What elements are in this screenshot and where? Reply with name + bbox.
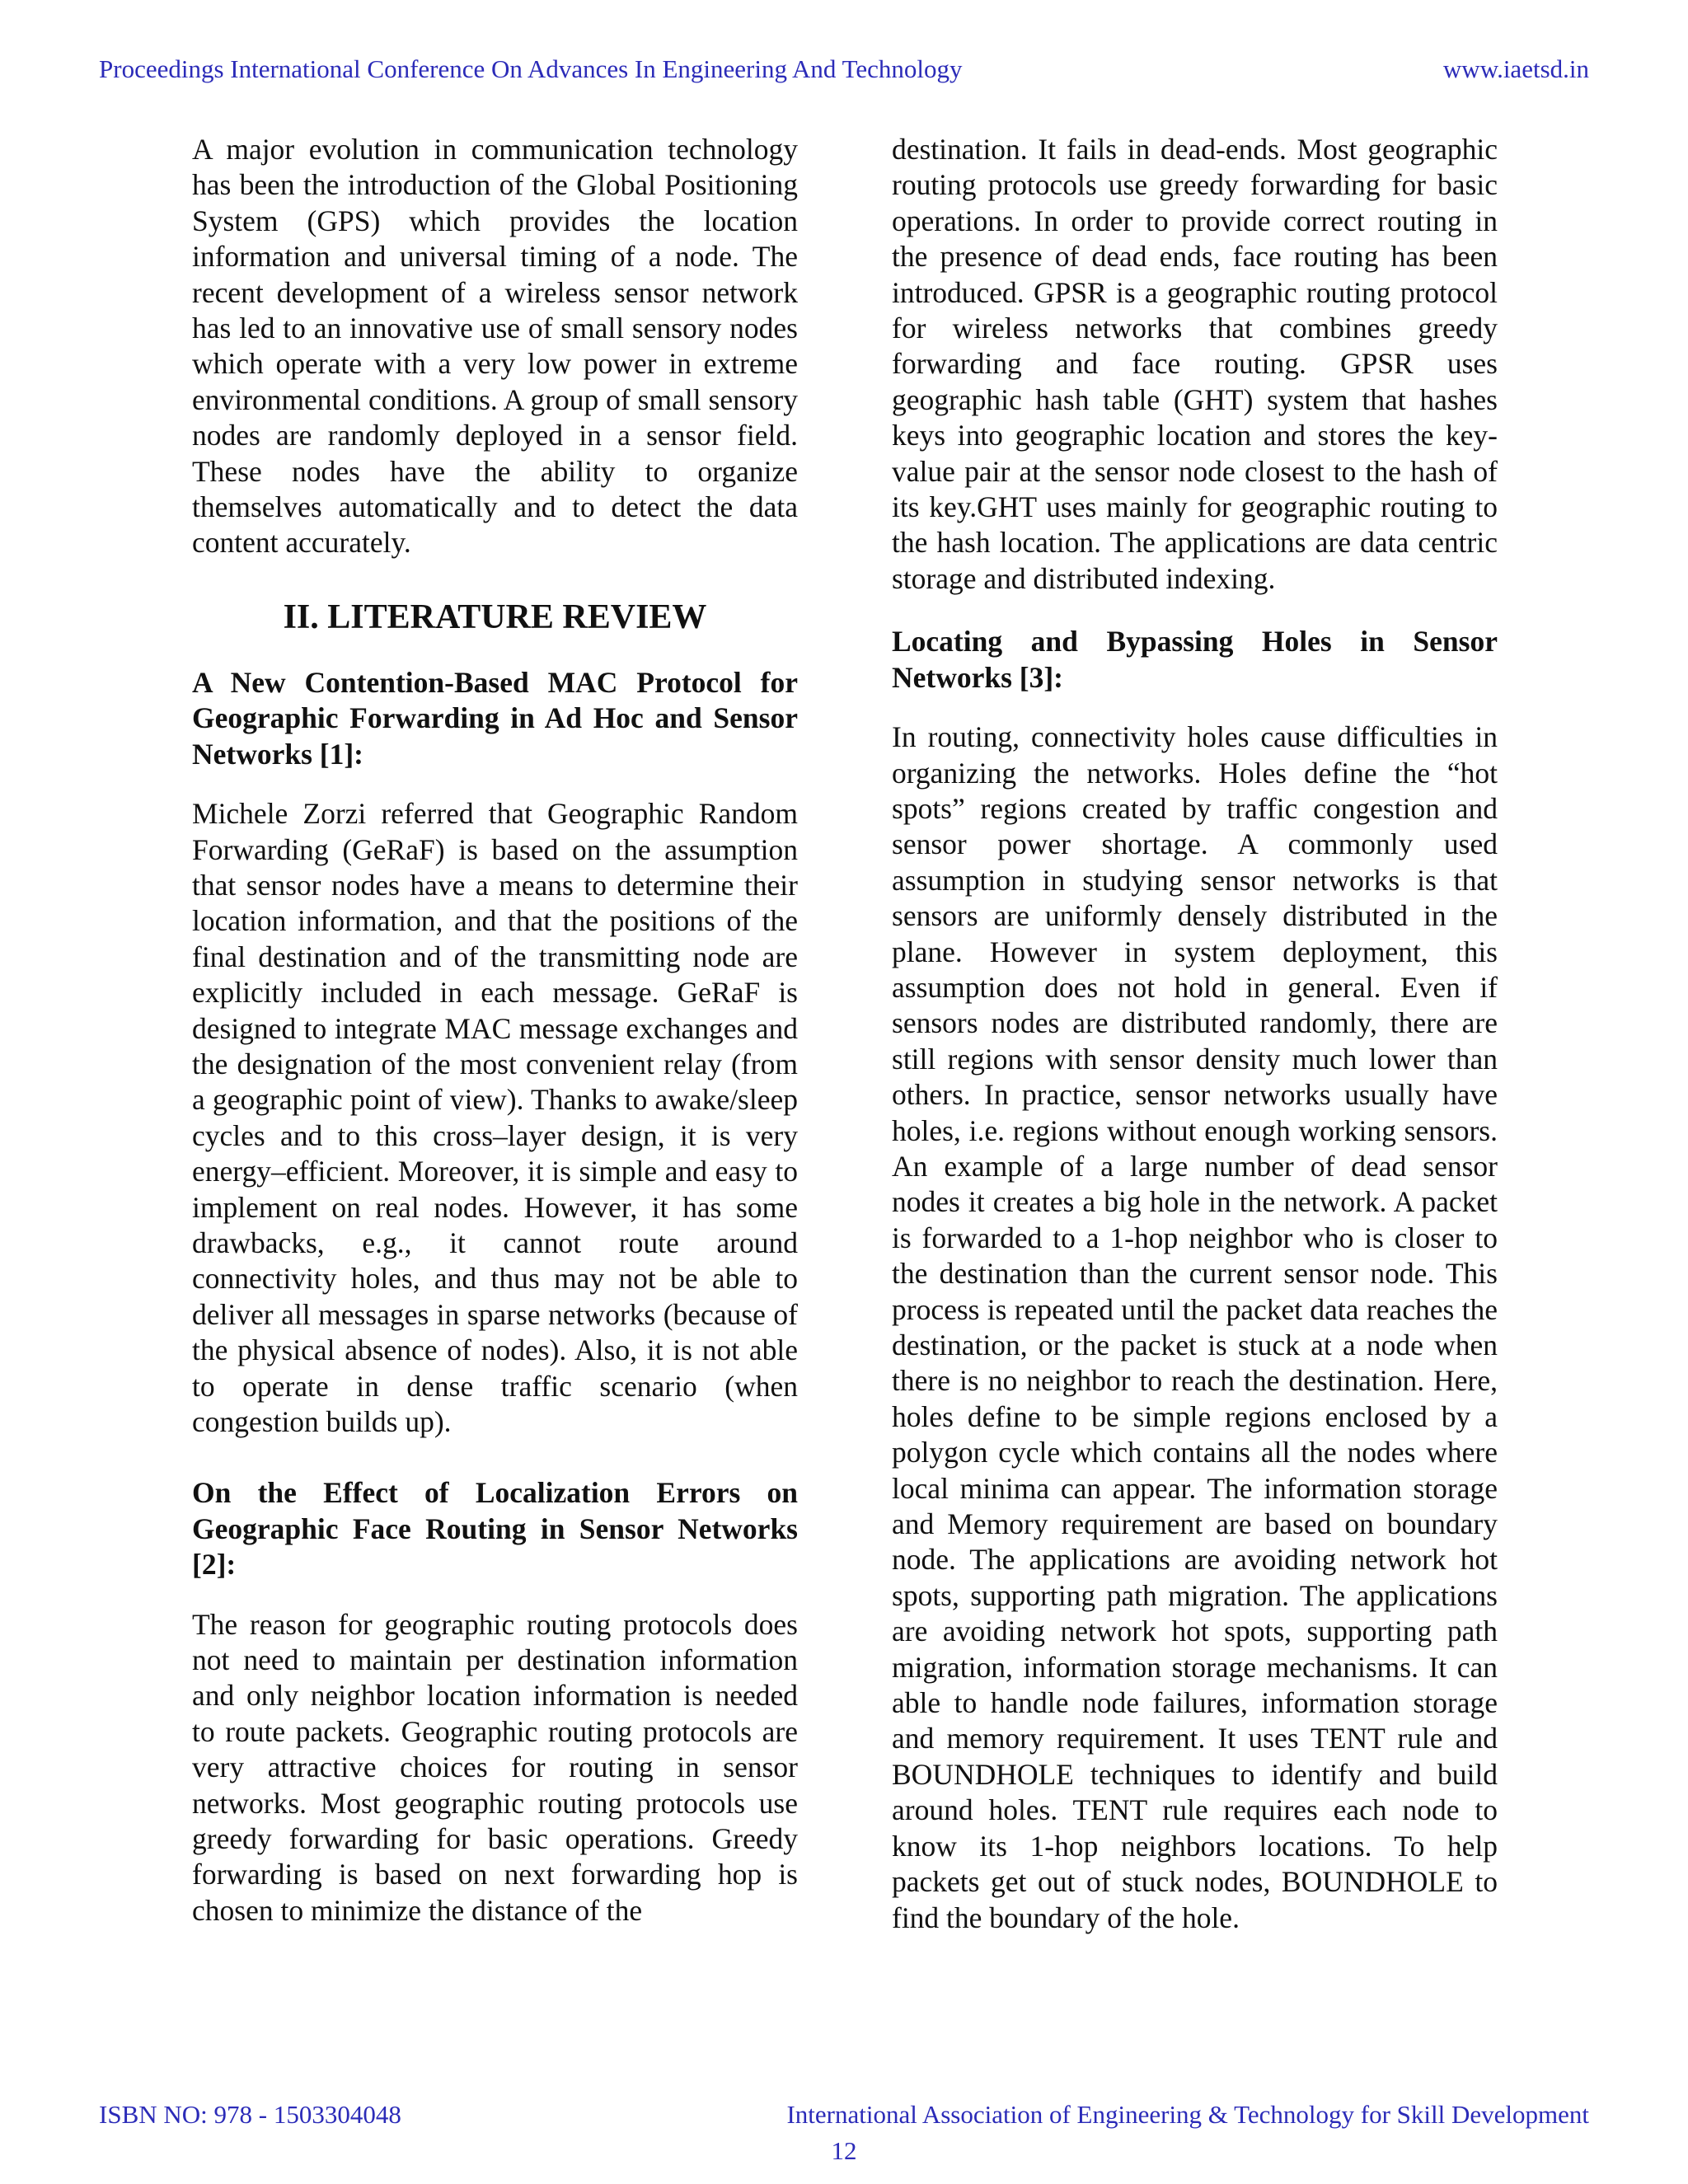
subheading-bypassing-holes: Locating and Bypassing Holes in Sensor Networks [3]: <box>892 625 1498 694</box>
page-number: 12 <box>831 2136 857 2165</box>
paragraph-geraf: Michele Zorzi referred that Geographic Random Forwarding (GeRaF) is based on the assumption that sensor nodes have a means to determine their location information, and that the positions of the final destination and of the transmitting node are explicitly included in each message. GeRaF is designed to integrate MAC message exchanges and the designation of the most convenient relay (from a geographic point of view). Thanks to awake/sleep cycles and to this cross–layer design, it is very energy–efficient. Moreover, it is simple and easy to implement on real nodes. However, it has some drawbacks, e.g., it cannot route around connectivity holes, and thus may not be able to deliver all messages in sparse networks (because of the physical absence of nodes). Also, it is not able to operate in dense traffic scenario (when congestion builds up). <box>192 797 798 1438</box>
right-column <box>892 132 1498 1936</box>
footer-isbn: ISBN NO: 978 - 1503304048 <box>99 2100 401 2129</box>
section-title-literature-review: II. LITERATURE REVIEW <box>283 598 707 636</box>
header-website[interactable]: www.iaetsd.in <box>1442 54 1589 83</box>
header-conference-title: Proceedings International Conference On Advances In Engineering And Technology <box>99 54 963 83</box>
intro-paragraph: A major evolution in communication technology has been the introduction of the Global Positioning System (GPS) which provides the location information and universal timing of a node. The recent development of a wireless sensor network has led to an innovative use of small sensory nodes which operate with a very low power in extreme environmental conditions. A group of small sensory nodes are randomly deployed in a sensor field. These nodes have the ability to organize themselves automatically and to detect the data content accurately. <box>192 133 798 560</box>
subheading-mac-protocol: A New Contention-Based MAC Protocol for Geographic Forwarding in Ad Hoc and Sensor Networks [1]: <box>192 665 798 771</box>
subheading-localization-errors: On the Effect of Localization Errors on Geographic Face Routing in Sensor Networks [2]: <box>192 1476 798 1582</box>
paragraph-geographic-routing: The reason for geographic routing protocols does not need to maintain per destination information and only neighbor location information is needed to route packets. Geographic routing protocols are very attractive choices for routing in sensor networks. Most geographic routing protocols use greedy forwarding for basic operations. Greedy forwarding is based on next forwarding hop is chosen to minimize the distance of the <box>192 1607 798 1927</box>
paragraph-connectivity-holes: In routing, connectivity holes cause difficulties in organizing the networks. Holes define the “hot spots” regions created by traffic congestion and sensor power shortage. A commonly used assumption in studying sensor networks is that sensors are uniformly densely distributed in the plane. However in system deployment, this assumption does not hold in general. Even if sensors nodes are distributed randomly, there are still regions with sensor density much lower than others. In practice, sensor networks usually have holes, i.e. regions without enough working sensors. An example of a large number of dead sensor nodes it creates a big hole in the network. A packet is forwarded to a 1-hop neighbor who is closer to the destination than the current sensor node. This process is repeated until the packet data reaches the destination, or the packet is stuck at a node when there is no neighbor to reach the destination. Here, holes define to be simple regions enclosed by a polygon cycle which contains all the nodes where local minima can appear. The information storage and Memory requirement are based on boundary node. The applications are avoiding network hot spots, supporting path migration. The applications are avoiding network hot spots, supporting path migration, information storage mechanisms. It can able to handle node failures, information storage and memory requirement. It uses TENT rule and BOUNDHOLE techniques to identify and build around holes. TENT rule requires each node to know its 1-hop neighbors locations. To help packets get out of stuck nodes, BOUNDHOLE to find the boundary of the hole. <box>892 720 1498 1934</box>
paragraph-gpsr: destination. It fails in dead-ends. Most geographic routing protocols use greedy forwarding for basic operations. In order to provide correct routing in the presence of dead ends, face routing has been introduced. GPSR is a geographic routing protocol for wireless networks that combines greedy forwarding and face routing. GPSR uses geographic hash table (GHT) system that hashes keys into geographic location and stores the key-value pair at the sensor node closest to the hash of its key.GHT uses mainly for geographic routing to the hash location. The applications are data centric storage and distributed indexing. <box>892 133 1498 595</box>
left-column <box>192 132 798 1929</box>
footer-association: International Association of Engineering & Technology for Skill Development <box>786 2100 1589 2129</box>
